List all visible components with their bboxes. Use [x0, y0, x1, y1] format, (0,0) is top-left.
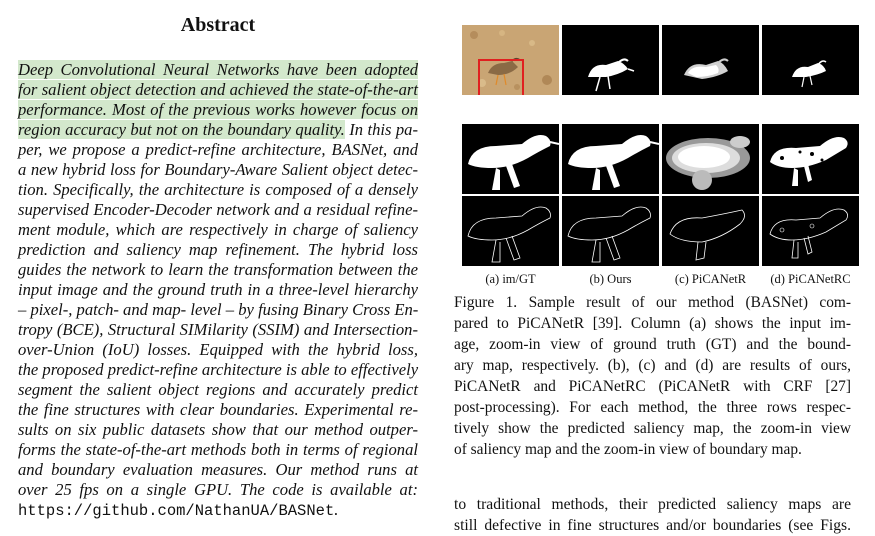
- abstract-line: sults on six public datasets show that our method outper-: [18, 420, 418, 439]
- body-text-line: still defective in fine structures and/or boundaries (see Figs.: [454, 517, 851, 534]
- abstract-line: a new hybrid loss for Boundary-Aware Salient object detec-: [18, 160, 418, 179]
- abstract-line: forms the state-of-the-art methods both in terms of regional: [18, 440, 418, 459]
- picanetr-boundary-panel: [662, 196, 759, 266]
- code-url-link[interactable]: https://github.com/NathanUA/BASNet: [18, 502, 335, 520]
- abstract-line: input image and the ground truth in a three-level hierarchy: [18, 280, 418, 299]
- highlighted-text: performance. Most of the previous works however focus on: [18, 100, 418, 119]
- picanetrc-saliency-panel: [762, 25, 859, 95]
- abstract-line: [18, 80, 418, 100]
- highlighted-text: region accuracy but not on the boundary quality.: [18, 120, 345, 139]
- picanetr-saliency-panel: [662, 25, 759, 95]
- figure-caption-line: Figure 1. Sample result of our method (BASNet) com-: [454, 294, 851, 311]
- figure-caption-line: of saliency map and the zoom-in view of boundary map.: [454, 441, 802, 458]
- column-label: (b) Ours: [589, 272, 632, 286]
- gt-zoom-panel: [462, 124, 559, 194]
- figure-caption-line: post-processing). For each method, the three rows respec-: [454, 399, 851, 416]
- abstract-line: [18, 120, 418, 140]
- column-label: (d) PiCANetRC: [770, 272, 851, 286]
- abstract-line: tropy (BCE), Structural SIMilarity (SSIM) and Intersection-: [18, 320, 418, 339]
- abstract-line: segment the salient object regions and accurately predict: [18, 380, 418, 399]
- gt-boundary-panel: [462, 196, 559, 266]
- picanetrc-zoom-panel: [762, 124, 859, 194]
- abstract-line: tion. Specifically, the architecture is composed of a densely: [18, 180, 418, 199]
- abstract-title: Abstract: [180, 14, 256, 36]
- ours-boundary-panel: [562, 196, 659, 266]
- abstract-line: supervised Encoder-Decoder network and a residual refine-: [18, 200, 418, 219]
- abstract-text: .: [334, 500, 339, 519]
- abstract-line: ment module, which are respectively in charge of saliency: [18, 220, 418, 239]
- figure-caption-line: pared to PiCANetR [39]. Column (a) shows the input im-: [454, 315, 851, 332]
- abstract-text: In this pa-: [349, 120, 418, 139]
- abstract-line: [18, 100, 418, 120]
- abstract-line: guides the network to learn the transformation between the: [18, 260, 418, 279]
- ours-zoom-panel: [562, 124, 659, 194]
- abstract-line: [18, 60, 418, 80]
- figure-caption-line: age, zoom-in view of ground truth (GT) and the bound-: [454, 336, 851, 353]
- body-text-line: to traditional methods, their predicted saliency maps are: [454, 496, 851, 513]
- figure-caption-line: tively show the predicted saliency map, the zoom-in view: [454, 420, 851, 437]
- figure-caption-line: ary map, respectively. (b), (c) and (d) are results of ours,: [454, 357, 851, 374]
- abstract-line: the fine structures with clear boundaries. Experimental re-: [18, 400, 418, 419]
- column-label: (a) im/GT: [485, 272, 536, 286]
- highlighted-text: for salient object detection and achieved the state-of-the-art: [18, 80, 418, 99]
- abstract-line: the proposed predict-refine architecture is able to effectively: [18, 360, 419, 379]
- abstract-line: and boundary evaluation measures. Our method runs at: [18, 460, 418, 479]
- figure-caption-line: PiCANetR and PiCANetRC (PiCANetR with CRF [27]: [454, 378, 851, 395]
- abstract-line: – pixel-, patch- and map- level – by fusing Binary Cross En-: [18, 300, 419, 319]
- column-label: (c) PiCANetR: [674, 272, 747, 286]
- picanetrc-boundary-panel: [762, 196, 859, 266]
- abstract-line: per, we propose a predict-refine architecture, BASNet, and: [18, 140, 418, 159]
- picanetr-zoom-panel: [662, 124, 759, 194]
- abstract-line: prediction and saliency map refinement. The hybrid loss: [18, 240, 418, 259]
- ours-saliency-panel: [562, 25, 659, 95]
- abstract-line: [18, 500, 418, 520]
- input-image-panel: [462, 25, 559, 95]
- highlighted-text: Deep Convolutional Neural Networks have been adopted: [18, 60, 418, 79]
- abstract-line: over 25 fps on a single GPU. The code is available at:: [18, 480, 418, 499]
- abstract-line: over-Union (IoU) losses. Equipped with the hybrid loss,: [18, 340, 418, 359]
